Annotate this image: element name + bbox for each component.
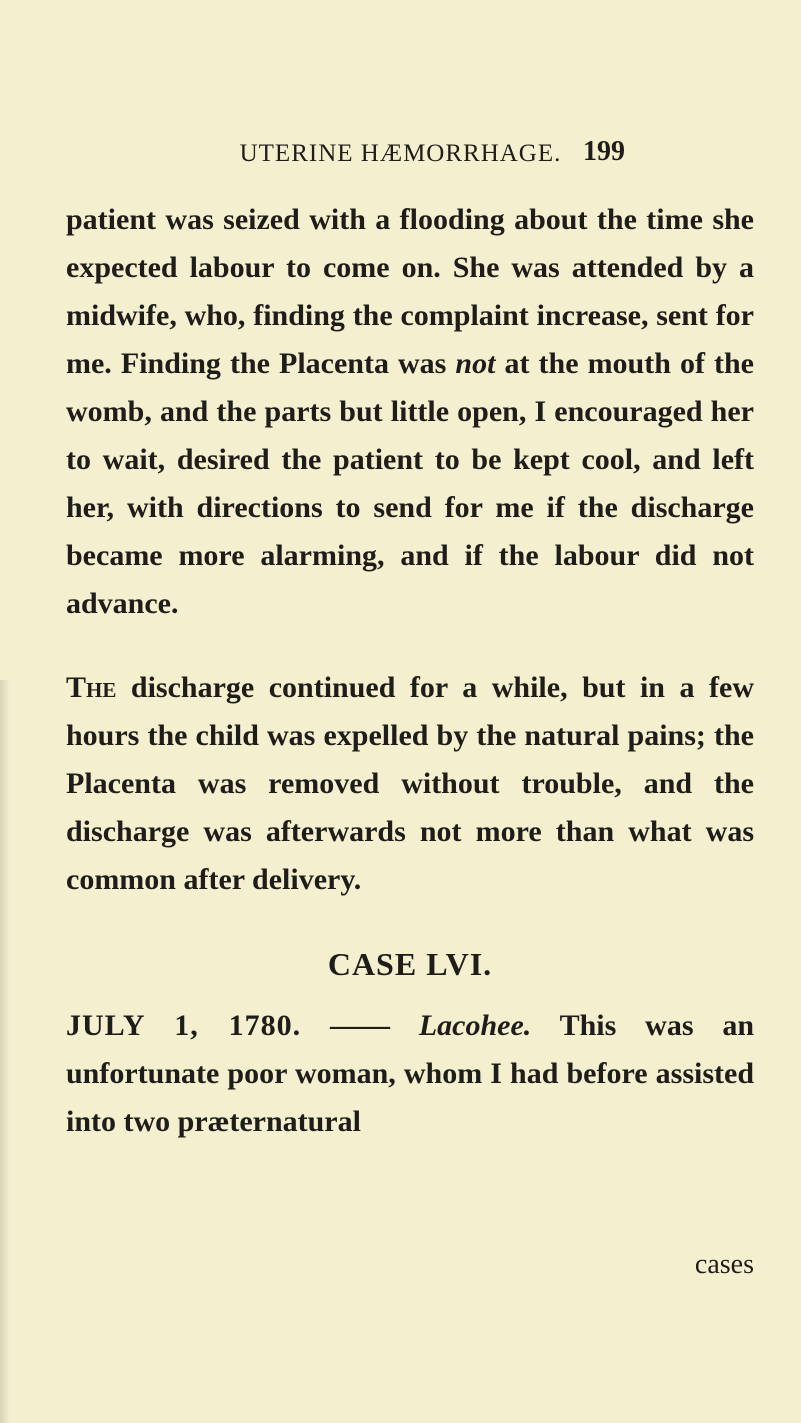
case-heading: CASE LVI. xyxy=(327,946,493,982)
page-number: 199 xyxy=(583,136,625,167)
page-header xyxy=(0,136,801,176)
paragraph-2-text: discharge continued for a while, but in a few hours the child was expelled by the natural pains; the Placenta was removed without trouble, and the discharge was afterwards not more than what was common after delivery. xyxy=(66,671,754,896)
paragraph-1 xyxy=(66,196,754,628)
case-place: Lacohee. xyxy=(418,1009,532,1042)
catchword: cases xyxy=(694,1249,754,1280)
paragraph-1-text-b: at the mouth of the womb, and the parts but little open, I encouraged her to wait, desired the patient to be kept cool, and left her, with directions to send for me if the discharge became more alarming, and if the labour did not advance. xyxy=(66,347,754,620)
paragraph-1-text-a: patient was seized with a flooding about the time she expected labour to come on. She was attended by a midwife, who, finding the complaint increase, sent for me. Finding the Placenta was xyxy=(66,203,754,380)
case-text: This was an unfortunate poor woman, whom I had before assisted into two præternatural xyxy=(66,1009,755,1138)
paragraph-2 xyxy=(66,664,754,904)
case-date: JULY 1, 1780. xyxy=(66,1009,302,1042)
body-text xyxy=(66,196,754,1146)
case-paragraph xyxy=(66,1002,754,1146)
paragraph-2-lead: The xyxy=(66,671,117,704)
case-dash: —— xyxy=(301,1009,419,1042)
running-head: UTERINE HÆMORRHAGE. xyxy=(239,140,562,167)
binding-shadow xyxy=(0,680,10,1423)
emphasis-not: not xyxy=(455,347,496,380)
